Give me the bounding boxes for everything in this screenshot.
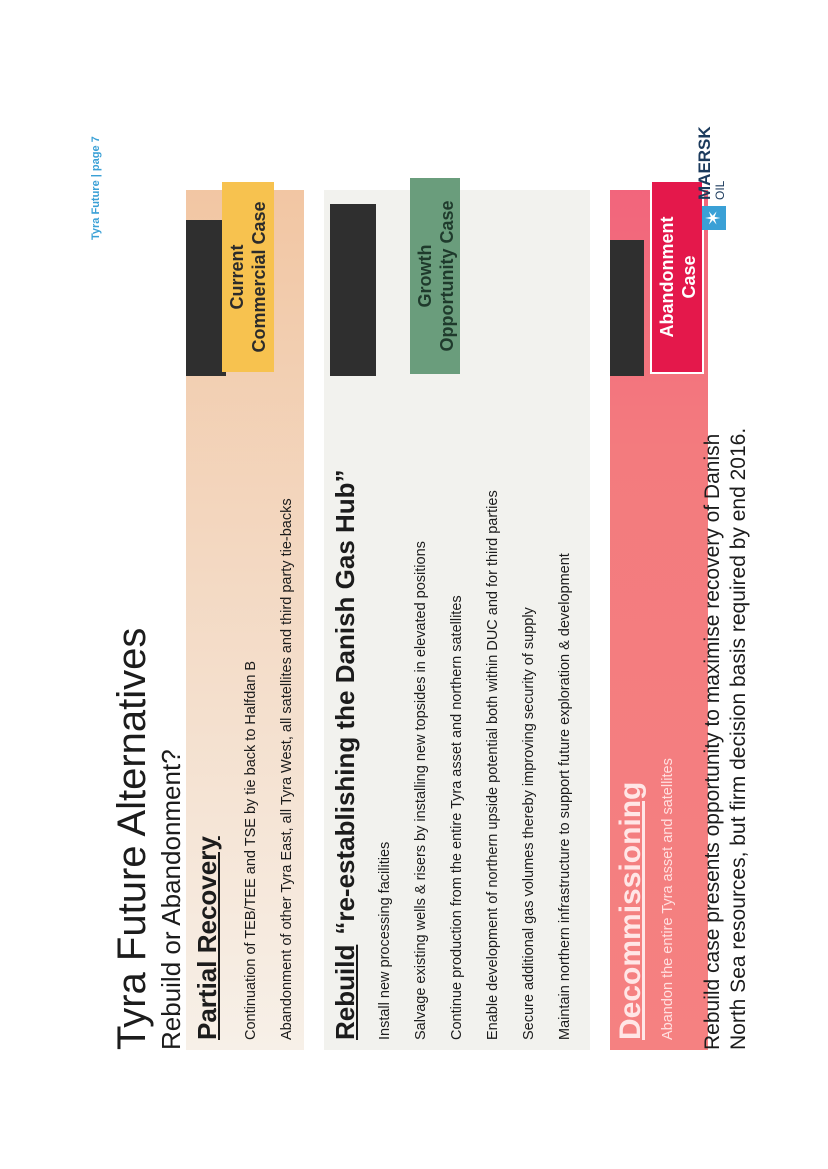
rebuild-line: Secure additional gas volumes thereby improving security of supply: [521, 607, 537, 1040]
partial-line: Continuation of TEB/TEE and TSE by tie back to Halfdan B: [243, 660, 259, 1040]
rebuild-title: Rebuild: [330, 944, 360, 1040]
decom-dark-bar: [610, 240, 644, 376]
slide-title: Tyra Future Alternatives: [110, 627, 154, 1050]
rebuild-quote: “re-establishing the Danish Gas Hub”: [330, 469, 360, 935]
bottom-line: Rebuild case presents opportunity to maximise recovery of Danish: [701, 433, 724, 1050]
current-commercial-case-badge: [222, 182, 274, 372]
rebuild-dark-bar: [330, 204, 376, 376]
rotated-slide: [90, 120, 750, 1050]
logo-brand: MAERSK: [695, 126, 714, 200]
rebuild-line: Enable development of northern upside potential both within DUC and for third parties: [485, 490, 501, 1040]
partial-dark-bar: [186, 220, 226, 376]
rebuild-line: Install new processing facilities: [377, 841, 393, 1040]
page-label: Tyra Future | page 7: [90, 136, 102, 240]
badge-line: Case: [679, 255, 699, 299]
rebuild-line: Salvage existing wells & risers by installing new topsides in elevated positions: [413, 541, 429, 1040]
badge-line: Commercial Case: [249, 201, 269, 353]
bottom-statement: [700, 428, 752, 1050]
seven-point-star-icon: ✶: [702, 206, 726, 230]
logo-sub: OIL: [713, 180, 727, 200]
rebuild-line: Continue production from the entire Tyra asset and northern satellites: [449, 595, 465, 1040]
partial-recovery-heading: [192, 836, 222, 1040]
decommissioning-heading: Decommissioning: [614, 781, 647, 1040]
maersk-oil-logo: [684, 126, 730, 230]
badge-line: Abandonment: [657, 216, 677, 338]
bottom-line: North Sea resources, but firm decision basis required by end 2016.: [727, 427, 750, 1050]
decommissioning-line: Abandon the entire Tyra asset and satellites: [660, 758, 676, 1040]
badge-line: Growth: [415, 244, 435, 308]
growth-opportunity-case-badge: [410, 178, 460, 374]
partial-recovery-title: Partial Recovery: [192, 836, 222, 1040]
slide-subtitle: Rebuild or Abandonment?: [156, 749, 186, 1050]
badge-line: Current: [227, 244, 247, 310]
rebuild-line: Maintain northern infrastructure to support future exploration & development: [557, 553, 573, 1040]
badge-line: Opportunity Case: [437, 200, 457, 352]
rebuild-heading: [330, 469, 360, 1040]
partial-line: Abandonment of other Tyra East, all Tyra West, all satellites and third party tie-backs: [279, 498, 295, 1040]
